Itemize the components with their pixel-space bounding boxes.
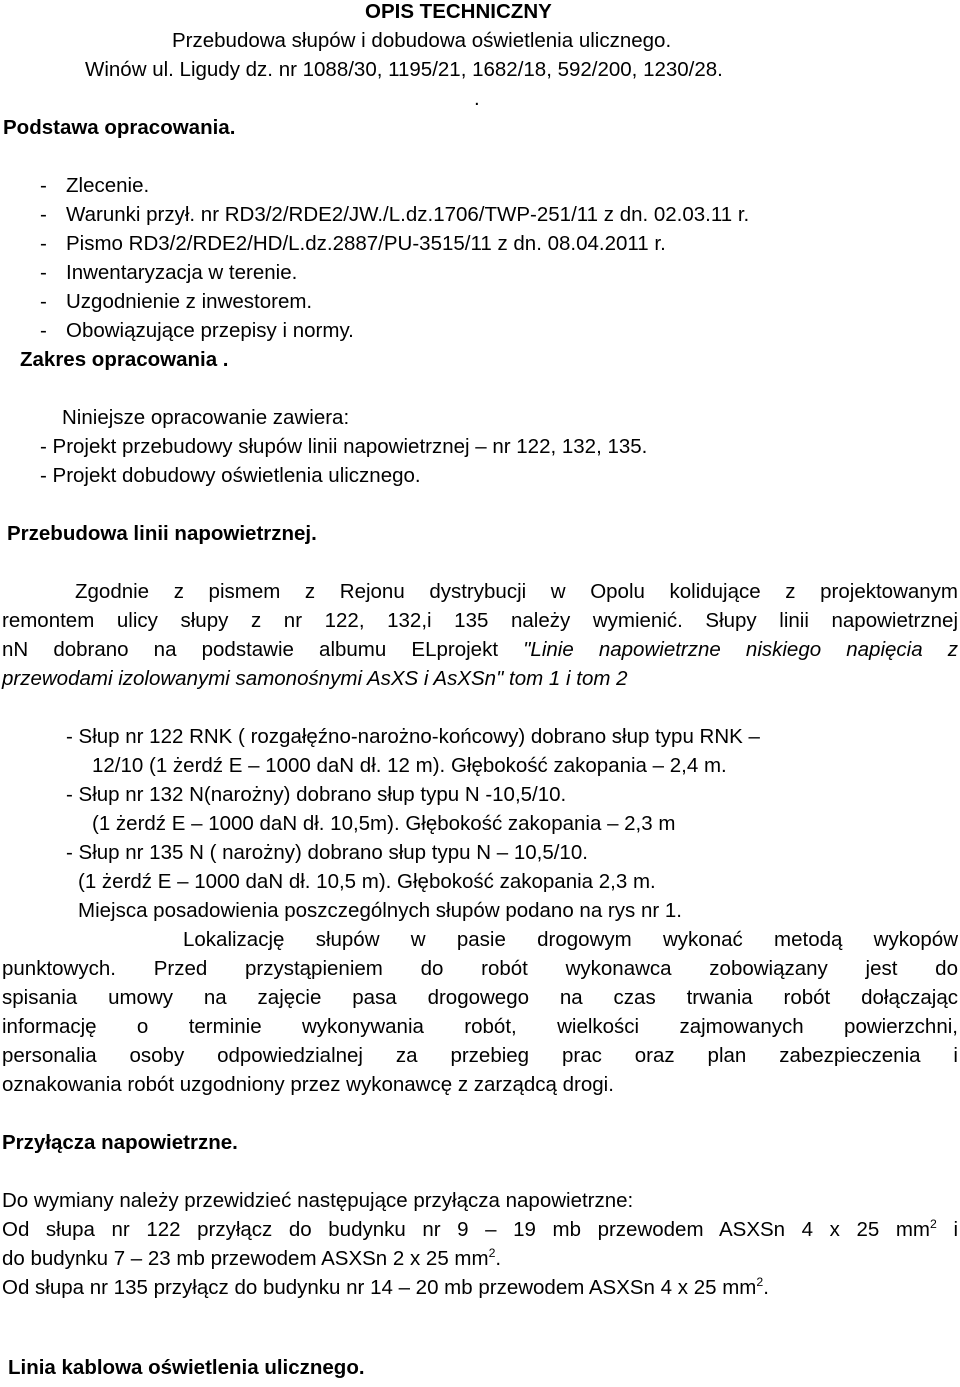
- location-paragraph-line: oznakowania robót uzgodniony przez wykonawcę z zarządcą drogi.: [2, 1073, 614, 1096]
- basis-item-dash: -: [40, 232, 47, 255]
- basis-item-text: Zlecenie.: [66, 174, 150, 197]
- pole-spec-line: - Słup nr 135 N ( narożny) dobrano słup typu N – 10,5/10.: [66, 841, 588, 864]
- lighting-heading: Linia kablowa oświetlenia ulicznego.: [8, 1356, 365, 1379]
- basis-item-text: Pismo RD3/2/RDE2/HD/L.dz.2887/PU-3515/11 z dn. 08.04.2011 r.: [66, 232, 666, 255]
- pole-spec-line: - Słup nr 122 RNK ( rozgałęźno-narożno-końcowy) dobrano słup typu RNK –: [66, 725, 760, 748]
- scope-item: - Projekt dobudowy oświetlenia ulicznego.: [40, 464, 421, 487]
- rebuild-heading: Przebudowa linii napowietrznej.: [7, 522, 317, 545]
- album-title: "Linie napowietrzne niskiego napięcia z: [523, 638, 958, 661]
- connection-line: [2, 1246, 502, 1270]
- location-paragraph-line: personalia osoby odpowiedzialnej za przebieg prac oraz plan zabezpieczenia i: [2, 1044, 958, 1067]
- connection-line: [2, 1275, 769, 1299]
- connection-tail: i: [936, 1218, 958, 1241]
- basis-item: [40, 205, 749, 226]
- basis-item-dash: -: [40, 290, 47, 313]
- location-paragraph-line: spisania umowy na zajęcie pasa drogowego na czas trwania robót dołączając: [2, 986, 958, 1009]
- basis-item: [40, 263, 297, 284]
- basis-item: [40, 176, 149, 197]
- pole-spec-line: (1 żerdź E – 1000 daN dł. 10,5 m). Głębokość zakopania 2,3 m.: [78, 870, 656, 893]
- scope-item: - Projekt przebudowy słupów linii napowietrznej – nr 122, 132, 135.: [40, 435, 648, 458]
- basis-item-dash: -: [40, 174, 47, 197]
- document-title: OPIS TECHNICZNY: [365, 0, 552, 23]
- basis-item: [40, 321, 354, 342]
- document-subtitle: Przebudowa słupów i dobudowa oświetlenia ulicznego.: [172, 29, 672, 52]
- location-line: Winów ul. Ligudy dz. nr 1088/30, 1195/21, 1682/18, 592/200, 1230/28.: [85, 58, 723, 81]
- scope-heading: Zakres opracowania .: [20, 348, 229, 371]
- basis-heading: Podstawa opracowania.: [3, 116, 236, 139]
- connection-text: do budynku 7 – 23 mb przewodem ASXSn 2 x 25 mm: [2, 1247, 489, 1270]
- basis-item: [40, 292, 312, 313]
- pole-spec-line: (1 żerdź E – 1000 daN dł. 10,5m). Głębokość zakopania – 2,3 m: [92, 812, 676, 835]
- album-reference: nN dobrano na podstawie albumu ELprojekt: [2, 638, 524, 661]
- scope-intro: Niniejsze opracowanie zawiera:: [62, 406, 350, 429]
- basis-item-dash: -: [40, 319, 47, 342]
- rebuild-paragraph-line: remontem ulicy słupy z nr 122, 132,i 135 należy wymienić. Słupy linii napowietrznej: [2, 609, 958, 632]
- rebuild-paragraph-line: [2, 640, 958, 661]
- basis-item-text: Inwentaryzacja w terenie.: [66, 261, 298, 284]
- location-dot: .: [474, 87, 480, 110]
- pole-spec-line: - Słup nr 132 N(narożny) dobrano słup typu N -10,5/10.: [66, 783, 567, 806]
- connection-text: Od słupa nr 122 przyłącz do budynku nr 9 – 19 mb przewodem ASXSn 4 x 25 mm: [2, 1218, 931, 1241]
- basis-item-text: Uzgodnienie z inwestorem.: [66, 290, 313, 313]
- connection-tail: .: [495, 1247, 502, 1270]
- rebuild-paragraph-line: Zgodnie z pismem z Rejonu dystrybucji w Opolu kolidujące z projektowanym: [75, 580, 958, 603]
- location-paragraph-line: punktowych. Przed przystąpieniem do robót wykonawca zobowiązany jest do: [2, 957, 958, 980]
- basis-item-text: Warunki przył. nr RD3/2/RDE2/JW./L.dz.1706/TWP-251/11 z dn. 02.03.11 r.: [66, 203, 750, 226]
- superscript: 2: [756, 1275, 764, 1290]
- superscript: 2: [488, 1246, 496, 1261]
- superscript: 2: [930, 1217, 937, 1232]
- basis-item-dash: -: [40, 261, 47, 284]
- basis-item-dash: -: [40, 203, 47, 226]
- basis-item: [40, 234, 666, 255]
- pole-spec-line: 12/10 (1 żerdź E – 1000 daN dł. 12 m). Głębokość zakopania – 2,4 m.: [92, 754, 727, 777]
- connections-heading: Przyłącza napowietrzne.: [2, 1131, 238, 1154]
- pole-spec-line: Miejsca posadowienia poszczególnych słupów podano na rys nr 1.: [78, 899, 682, 922]
- connections-intro: Do wymiany należy przewidzieć następujące przyłącza napowietrzne:: [2, 1189, 634, 1212]
- location-paragraph-line: informację o terminie wykonywania robót, wielkości zajmowanych powierzchni,: [2, 1015, 958, 1038]
- location-paragraph-line: Lokalizację słupów w pasie drogowym wykonać metodą wykopów: [183, 928, 958, 951]
- connection-line: [2, 1217, 958, 1241]
- connection-tail: .: [763, 1276, 769, 1299]
- connection-text: Od słupa nr 135 przyłącz do budynku nr 14 – 20 mb przewodem ASXSn 4 x 25 mm: [2, 1276, 757, 1299]
- basis-item-text: Obowiązujące przepisy i normy.: [66, 319, 354, 342]
- rebuild-paragraph-line: przewodami izolowanymi samonośnymi AsXS i AsXSn" tom 1 i tom 2: [2, 667, 628, 690]
